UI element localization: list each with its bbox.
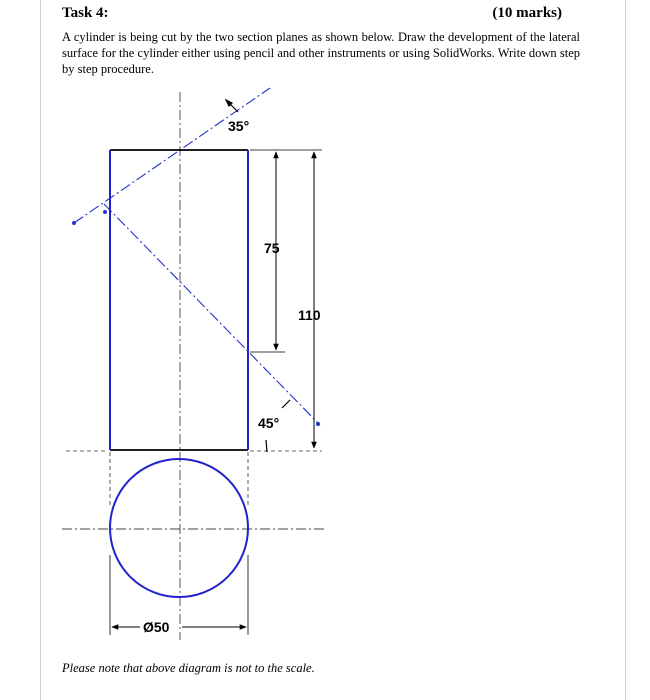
dim-extension-lines — [110, 150, 322, 635]
angle-35-marker — [226, 100, 238, 112]
centerlines — [62, 92, 325, 640]
angle-45-label: 45° — [258, 415, 280, 431]
dimension-75-label: 75 — [264, 240, 280, 256]
plane-endpoint-right — [316, 422, 320, 426]
extension-lines — [66, 451, 322, 505]
plane-endpoint-left-2 — [103, 210, 107, 214]
dimension-diameter-label: Ø50 — [143, 619, 170, 635]
cylinder-front-view — [110, 150, 248, 450]
task-marks: (10 marks) — [492, 5, 562, 21]
plane-endpoint-left — [72, 221, 76, 225]
task-instructions: A cylinder is being cut by the two section planes as shown below. Draw the development of the lateral surface for the cylinder either using pencil and other instruments or using SolidWorks. Write down step by step procedure. — [62, 30, 580, 76]
dimension-110-label: 110 — [298, 307, 321, 323]
scale-note: Please note that above diagram is not to the scale. — [62, 661, 315, 675]
section-plane-45 — [104, 204, 320, 425]
task-title: Task 4: — [62, 5, 109, 21]
cylinder-top-view-circle — [110, 459, 248, 597]
section-plane-35 — [74, 88, 270, 223]
angle-35-label: 35° — [228, 118, 250, 134]
